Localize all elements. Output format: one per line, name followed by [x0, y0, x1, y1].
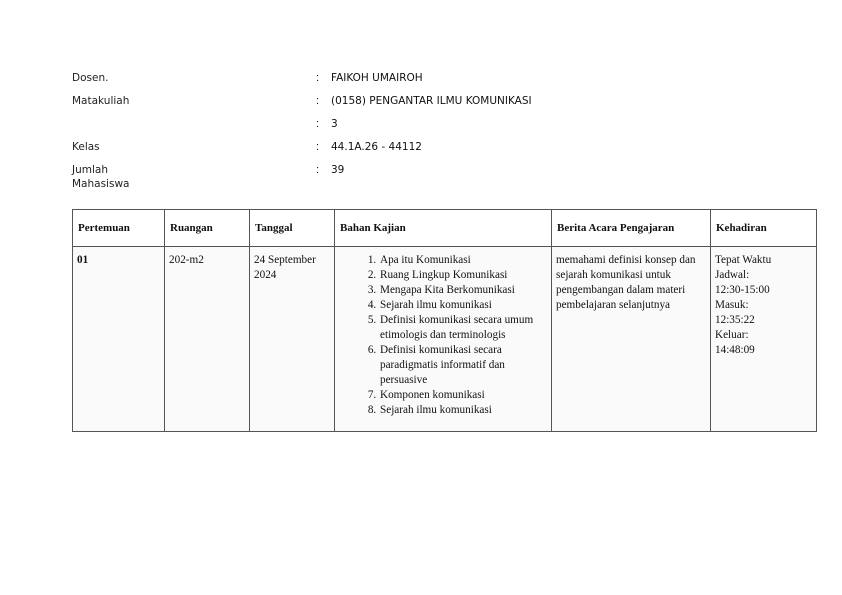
cell-pertemuan: 01 — [73, 247, 165, 432]
cell-kehadiran — [711, 247, 817, 432]
list-item: 5. Definisi komunikasi secara umum etimologis dan terminologis — [379, 313, 547, 343]
kehadiran-masuk-value: 12:35:22 — [715, 314, 755, 326]
colon: : — [316, 164, 320, 176]
list-item: 6. Definisi komunikasi secara paradigmatis informatif dan persuasive — [379, 343, 547, 388]
dosen-label: Dosen. — [72, 72, 109, 84]
topic-list — [339, 253, 547, 418]
kehadiran-masuk-label: Masuk: — [715, 299, 749, 311]
colon: : — [316, 72, 320, 84]
kehadiran-keluar-label: Keluar: — [715, 329, 749, 341]
col-header-tanggal: Tanggal — [250, 210, 335, 247]
col-header-berita-acara: Berita Acara Pengajaran — [552, 210, 711, 247]
jumlah-mahasiswa-label: Jumlah Mahasiswa — [72, 164, 130, 190]
kelas-value: 44.1A.26 - 44112 — [331, 141, 422, 153]
table-row — [73, 247, 817, 432]
colon: : — [316, 141, 320, 153]
col-header-ruangan: Ruangan — [165, 210, 250, 247]
list-item: 3. Mengapa Kita Berkomunikasi — [379, 283, 547, 298]
attendance-table — [72, 209, 817, 432]
tanggal-line: 24 September — [254, 254, 316, 266]
kehadiran-status: Tepat Waktu — [715, 254, 772, 266]
jumlah-mahasiswa-value: 39 — [331, 164, 345, 176]
dosen-value: FAIKOH UMAIROH — [331, 72, 423, 84]
col-header-bahan-kajian: Bahan Kajian — [335, 210, 552, 247]
cell-ruangan: 202-m2 — [165, 247, 250, 432]
list-item: 8. Sejarah ilmu komunikasi — [379, 403, 547, 418]
cell-bahan-kajian — [335, 247, 552, 432]
table-header-row — [73, 210, 817, 247]
list-item: 7. Komponen komunikasi — [379, 388, 547, 403]
list-item: 1. Apa itu Komunikasi — [379, 253, 547, 268]
col-header-pertemuan: Pertemuan — [73, 210, 165, 247]
kehadiran-jadwal-label: Jadwal: — [715, 269, 750, 281]
cell-tanggal — [250, 247, 335, 432]
sks-value: 3 — [331, 118, 338, 130]
list-item: 2. Ruang Lingkup Komunikasi — [379, 268, 547, 283]
colon: : — [316, 118, 320, 130]
tanggal-line: 2024 — [254, 269, 277, 281]
matakuliah-label: Matakuliah — [72, 95, 130, 107]
kehadiran-jadwal-value: 12:30-15:00 — [715, 284, 770, 296]
matakuliah-value: (0158) PENGANTAR ILMU KOMUNIKASI — [331, 95, 532, 107]
cell-berita-acara: memahami definisi konsep dan sejarah komunikasi untuk pengembangan dalam materi pembelajaran selanjutnya — [552, 247, 711, 432]
list-item: 4. Sejarah ilmu komunikasi — [379, 298, 547, 313]
col-header-kehadiran: Kehadiran — [711, 210, 817, 247]
kehadiran-keluar-value: 14:48:09 — [715, 344, 755, 356]
colon: : — [316, 95, 320, 107]
kelas-label: Kelas — [72, 141, 100, 153]
